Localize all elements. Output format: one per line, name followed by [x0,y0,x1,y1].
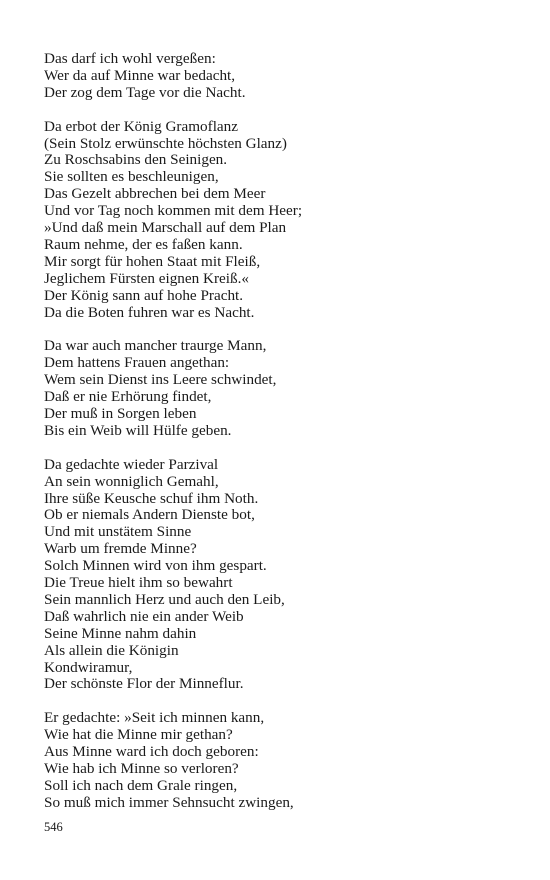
stanza-3 [44,338,524,439]
verse-line: Wem sein Dienst ins Leere schwindet, [44,371,277,389]
verse-line: Der muß in Sorgen leben [44,405,197,422]
verse-line: Und mit unstätem Sinne [44,523,192,541]
verse-line: Als allein die Königin [44,641,179,659]
stanza-5 [44,710,524,811]
verse-line: Soll ich nach dem Grale ringen, [44,776,238,794]
verse-line: Der König sann auf hohe Pracht. [44,286,244,304]
verse-line: Ihre süße Keusche schuf ihm Noth. [44,489,259,507]
verse-line: Der zog dem Tage vor die Nacht. [44,83,246,101]
verse-line: (Sein Stolz erwünschte höchsten Glanz) [44,134,287,152]
verse-line: »Und daß mein Marschall auf dem Plan [44,219,287,237]
verse-line: Kondwiramur, [44,658,133,676]
verse-line: Seine Minne nahm dahin [44,624,197,642]
stanza-1 [44,51,524,102]
verse-line: Solch Minnen wird von ihm gespart. [44,557,267,575]
verse-line: Er gedachte: »Seit ich minnen kann, [44,709,265,727]
verse-line: Da erbot der König Gramoflanz [44,117,238,135]
verse-line: Wie hab ich Minne so verloren? [44,760,239,777]
verse-line: Aus Minne ward ich doch geboren: [44,743,259,761]
verse-line: Dem hattens Frauen angethan: [44,354,230,372]
verse-line: Zu Roschsabins den Seinigen. [44,151,228,169]
verse-line: Sein mannlich Herz und auch den Leib, [44,590,285,608]
verse-line: Raum nehme, der es faßen kann. [44,235,243,253]
verse-line: An sein wonniglich Gemahl, [44,472,219,490]
verse-line: Daß er nie Erhörung findet, [44,388,212,406]
verse-line: Mir sorgt für hohen Staat mit Fleiß, [44,252,261,270]
stanza-4 [44,457,524,694]
verse-line: So muß mich immer Sehnsucht zwingen, [44,793,294,811]
verse-line: Warb um fremde Minne? [44,540,197,558]
verse-line: Und vor Tag noch kommen mit dem Heer; [44,202,303,220]
verse-line: Daß wahrlich nie ein ander Weib [44,607,244,625]
verse-line: Der schönste Flor der Minneflur. [44,675,244,693]
verse-line: Das Gezelt abbrechen bei dem Meer [44,185,266,203]
page-number: 546 [44,820,63,834]
verse-line: Das darf ich wohl vergeßen: [44,50,216,67]
verse-line: Wie hat die Minne mir gethan? [44,726,233,744]
poem-text [44,51,524,829]
verse-line: Die Treue hielt ihm so bewahrt [44,574,233,592]
verse-line: Da die Boten fuhren war es Nacht. [44,303,255,321]
verse-line: Da gedachte wieder Parzival [44,455,219,473]
verse-line: Da war auch mancher traurge Mann, [44,337,267,355]
stanza-2 [44,119,524,322]
verse-line: Sie sollten es beschleunigen, [44,168,219,186]
verse-line: Jeglichem Fürsten eignen Kreiß.« [44,269,249,287]
verse-line: Bis ein Weib will Hülfe geben. [44,421,232,439]
verse-line: Wer da auf Minne war bedacht, [44,66,236,84]
verse-line: Ob er niemals Andern Dienste bot, [44,506,255,524]
